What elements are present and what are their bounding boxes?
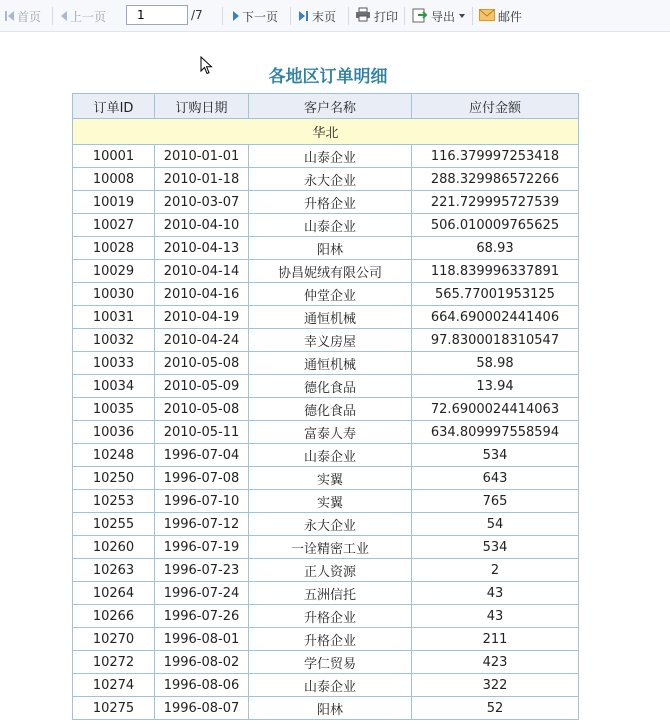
customer-name-cell: 永大企业 xyxy=(249,513,412,536)
export-icon xyxy=(412,7,428,26)
amount-cell: 423 xyxy=(412,651,579,674)
customer-name-cell: 山泰企业 xyxy=(249,444,412,467)
column-header-order-date: 订购日期 xyxy=(155,94,249,119)
table-row xyxy=(73,306,579,329)
orders-table xyxy=(72,93,579,720)
table-row xyxy=(73,421,579,444)
table-row xyxy=(73,214,579,237)
table-header-row xyxy=(73,94,579,119)
amount-cell: 221.729995727539 xyxy=(412,191,579,214)
table-row xyxy=(73,145,579,168)
table-row xyxy=(73,559,579,582)
page-total-label: /7 xyxy=(191,8,203,22)
order-date-cell: 2010-04-10 xyxy=(155,214,249,237)
print-label: 打印 xyxy=(374,9,399,24)
next-page-icon xyxy=(233,11,239,21)
amount-cell: 72.6900024414063 xyxy=(412,398,579,421)
mail-label: 邮件 xyxy=(498,9,523,24)
column-header-customer: 客户名称 xyxy=(249,94,412,119)
amount-cell: 97.8300018310547 xyxy=(412,329,579,352)
order-date-cell: 1996-08-06 xyxy=(155,674,249,697)
order-date-cell: 1996-07-26 xyxy=(155,605,249,628)
order-date-cell: 1996-08-01 xyxy=(155,628,249,651)
customer-name-cell: 一诠精密工业 xyxy=(249,536,412,559)
order-date-cell: 2010-04-16 xyxy=(155,283,249,306)
amount-cell: 116.379997253418 xyxy=(412,145,579,168)
customer-name-cell: 山泰企业 xyxy=(249,674,412,697)
amount-cell: 534 xyxy=(412,444,579,467)
amount-cell: 2 xyxy=(412,559,579,582)
next-page-label: 下一页 xyxy=(242,9,279,24)
order-date-cell: 1996-07-08 xyxy=(155,467,249,490)
toolbar-divider xyxy=(52,7,53,25)
amount-cell: 54 xyxy=(412,513,579,536)
customer-name-cell: 五洲信托 xyxy=(249,582,412,605)
order-id-cell: 10263 xyxy=(73,559,155,582)
next-page-button[interactable] xyxy=(233,6,278,26)
amount-cell: 43 xyxy=(412,605,579,628)
mail-button[interactable] xyxy=(479,6,522,26)
order-id-cell: 10034 xyxy=(73,375,155,398)
print-button[interactable] xyxy=(355,6,398,26)
amount-cell: 68.93 xyxy=(412,237,579,260)
order-id-cell: 10031 xyxy=(73,306,155,329)
amount-cell: 765 xyxy=(412,490,579,513)
table-row xyxy=(73,444,579,467)
group-label: 华北 xyxy=(73,119,579,145)
last-page-label: 末页 xyxy=(312,9,337,24)
order-date-cell: 1996-08-07 xyxy=(155,697,249,720)
prev-page-icon xyxy=(61,11,67,21)
amount-cell: 534 xyxy=(412,536,579,559)
customer-name-cell: 升格企业 xyxy=(249,628,412,651)
order-id-cell: 10266 xyxy=(73,605,155,628)
amount-cell: 664.690002441406 xyxy=(412,306,579,329)
order-id-cell: 10033 xyxy=(73,352,155,375)
table-row xyxy=(73,536,579,559)
amount-cell: 52 xyxy=(412,697,579,720)
order-id-cell: 10272 xyxy=(73,651,155,674)
order-id-cell: 10008 xyxy=(73,168,155,191)
order-date-cell: 2010-04-19 xyxy=(155,306,249,329)
order-id-cell: 10029 xyxy=(73,260,155,283)
amount-cell: 211 xyxy=(412,628,579,651)
order-id-cell: 10032 xyxy=(73,329,155,352)
amount-cell: 634.809997558594 xyxy=(412,421,579,444)
amount-cell: 565.77001953125 xyxy=(412,283,579,306)
first-page-icon xyxy=(5,11,14,21)
table-row xyxy=(73,375,579,398)
table-row xyxy=(73,260,579,283)
toolbar-divider xyxy=(404,7,405,25)
table-row xyxy=(73,467,579,490)
table-row xyxy=(73,237,579,260)
customer-name-cell: 学仁贸易 xyxy=(249,651,412,674)
amount-cell: 13.94 xyxy=(412,375,579,398)
customer-name-cell: 德化食品 xyxy=(249,375,412,398)
customer-name-cell: 升格企业 xyxy=(249,191,412,214)
order-date-cell: 2010-01-18 xyxy=(155,168,249,191)
order-id-cell: 10030 xyxy=(73,283,155,306)
table-row xyxy=(73,352,579,375)
mail-icon xyxy=(479,9,495,24)
export-button[interactable] xyxy=(412,6,465,26)
order-date-cell: 2010-05-11 xyxy=(155,421,249,444)
customer-name-cell: 通恒机械 xyxy=(249,306,412,329)
customer-name-cell: 山泰企业 xyxy=(249,214,412,237)
amount-cell: 643 xyxy=(412,467,579,490)
prev-page-button[interactable] xyxy=(61,6,106,26)
first-page-button[interactable] xyxy=(5,6,41,26)
order-date-cell: 1996-07-23 xyxy=(155,559,249,582)
order-id-cell: 10027 xyxy=(73,214,155,237)
table-row xyxy=(73,628,579,651)
order-date-cell: 2010-04-14 xyxy=(155,260,249,283)
table-row xyxy=(73,329,579,352)
table-row xyxy=(73,651,579,674)
order-id-cell: 10253 xyxy=(73,490,155,513)
order-date-cell: 1996-07-10 xyxy=(155,490,249,513)
order-id-cell: 10270 xyxy=(73,628,155,651)
customer-name-cell: 仲堂企业 xyxy=(249,283,412,306)
amount-cell: 288.329986572266 xyxy=(412,168,579,191)
order-date-cell: 1996-08-02 xyxy=(155,651,249,674)
toolbar-divider xyxy=(290,7,291,25)
order-id-cell: 10260 xyxy=(73,536,155,559)
dropdown-arrow-icon xyxy=(459,14,465,18)
customer-name-cell: 通恒机械 xyxy=(249,352,412,375)
customer-name-cell: 永大企业 xyxy=(249,168,412,191)
customer-name-cell: 富泰人寿 xyxy=(249,421,412,444)
order-date-cell: 2010-04-24 xyxy=(155,329,249,352)
order-date-cell: 1996-07-04 xyxy=(155,444,249,467)
print-icon xyxy=(355,7,371,25)
customer-name-cell: 实翼 xyxy=(249,490,412,513)
toolbar-divider xyxy=(348,7,349,25)
customer-name-cell: 实翼 xyxy=(249,467,412,490)
amount-cell: 58.98 xyxy=(412,352,579,375)
order-date-cell: 2010-04-13 xyxy=(155,237,249,260)
first-page-label: 首页 xyxy=(17,9,42,24)
amount-cell: 118.839996337891 xyxy=(412,260,579,283)
order-id-cell: 10248 xyxy=(73,444,155,467)
customer-name-cell: 德化食品 xyxy=(249,398,412,421)
column-header-amount: 应付金额 xyxy=(412,94,579,119)
table-row xyxy=(73,283,579,306)
order-id-cell: 10275 xyxy=(73,697,155,720)
page-number-input[interactable] xyxy=(126,5,188,25)
customer-name-cell: 正人资源 xyxy=(249,559,412,582)
order-date-cell: 2010-03-07 xyxy=(155,191,249,214)
table-row xyxy=(73,674,579,697)
order-date-cell: 2010-05-09 xyxy=(155,375,249,398)
report-toolbar xyxy=(0,0,670,32)
customer-name-cell: 升格企业 xyxy=(249,605,412,628)
order-date-cell: 1996-07-24 xyxy=(155,582,249,605)
order-id-cell: 10250 xyxy=(73,467,155,490)
table-row xyxy=(73,490,579,513)
order-id-cell: 10028 xyxy=(73,237,155,260)
last-page-button[interactable] xyxy=(299,6,336,26)
order-date-cell: 2010-05-08 xyxy=(155,398,249,421)
order-date-cell: 2010-01-01 xyxy=(155,145,249,168)
table-row xyxy=(73,513,579,536)
table-row xyxy=(73,191,579,214)
order-id-cell: 10035 xyxy=(73,398,155,421)
amount-cell: 322 xyxy=(412,674,579,697)
order-id-cell: 10001 xyxy=(73,145,155,168)
order-id-cell: 10255 xyxy=(73,513,155,536)
amount-cell: 43 xyxy=(412,582,579,605)
order-id-cell: 10264 xyxy=(73,582,155,605)
table-row xyxy=(73,697,579,720)
table-row xyxy=(73,582,579,605)
order-id-cell: 10274 xyxy=(73,674,155,697)
order-date-cell: 2010-05-08 xyxy=(155,352,249,375)
table-row xyxy=(73,168,579,191)
report-title: 各地区订单明细 xyxy=(268,67,388,87)
customer-name-cell: 阳林 xyxy=(249,697,412,720)
toolbar-divider xyxy=(472,7,473,25)
customer-name-cell: 幸义房屋 xyxy=(249,329,412,352)
group-row xyxy=(73,119,579,145)
order-date-cell: 1996-07-19 xyxy=(155,536,249,559)
export-label: 导出 xyxy=(431,9,456,24)
column-header-order-id: 订单ID xyxy=(73,94,155,119)
table-row xyxy=(73,398,579,421)
order-date-cell: 1996-07-12 xyxy=(155,513,249,536)
customer-name-cell: 协昌妮绒有限公司 xyxy=(249,260,412,283)
table-row xyxy=(73,605,579,628)
last-page-icon xyxy=(299,11,309,21)
amount-cell: 506.010009765625 xyxy=(412,214,579,237)
prev-page-label: 上一页 xyxy=(70,9,107,24)
order-id-cell: 10036 xyxy=(73,421,155,444)
order-id-cell: 10019 xyxy=(73,191,155,214)
toolbar-divider xyxy=(222,7,223,25)
customer-name-cell: 山泰企业 xyxy=(249,145,412,168)
customer-name-cell: 阳林 xyxy=(249,237,412,260)
